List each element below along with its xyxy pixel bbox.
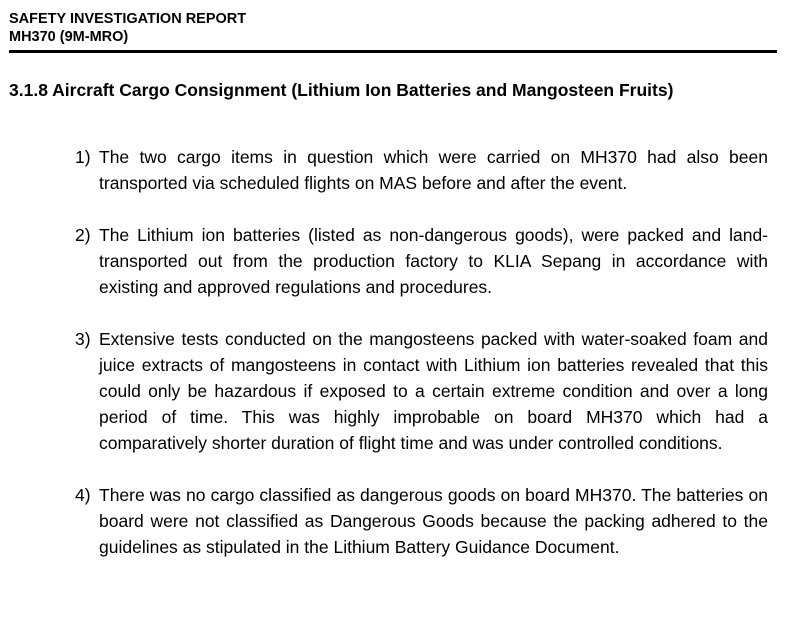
list-item [75, 482, 768, 560]
list-item-text: The Lithium ion batteries (listed as non-dangerous goods), were packed and land-transported out from the production factory to KLIA Sepang in accordance with existing and approved regulations and procedures. [99, 225, 768, 297]
list-item-text: The two cargo items in question which were carried on MH370 had also been transported via scheduled flights on MAS before and after the event. [99, 147, 768, 193]
list-item-number: 4) [75, 485, 91, 505]
list-item [75, 326, 768, 456]
list-item [75, 222, 768, 300]
list-item-number: 1) [75, 147, 91, 167]
aircraft-identifier: MH370 (9M-MRO) [9, 29, 129, 45]
findings-list [75, 144, 768, 586]
list-item-text: Extensive tests conducted on the mangosteens packed with water-soaked foam and juice extracts of mangosteens in contact with Lithium ion batteries revealed that this could only be hazardous if exposed to a certain extreme condition and over a long period of time. This was highly improbable on board MH370 which had a comparatively shorter duration of flight time and was under controlled conditions. [99, 329, 768, 453]
report-title: SAFETY INVESTIGATION REPORT [9, 11, 247, 27]
header-divider [9, 50, 777, 53]
section-heading: 3.1.8 Aircraft Cargo Consignment (Lithium Ion Batteries and Mangosteen Fruits) [9, 80, 674, 100]
list-item-number: 2) [75, 225, 91, 245]
list-item-text: There was no cargo classified as dangerous goods on board MH370. The batteries on board were not classified as Dangerous Goods because the packing adhered to the guidelines as stipulated in the Lithium Battery Guidance Document. [99, 485, 768, 557]
report-header [9, 10, 777, 46]
list-item-number: 3) [75, 329, 91, 349]
list-item [75, 144, 768, 196]
